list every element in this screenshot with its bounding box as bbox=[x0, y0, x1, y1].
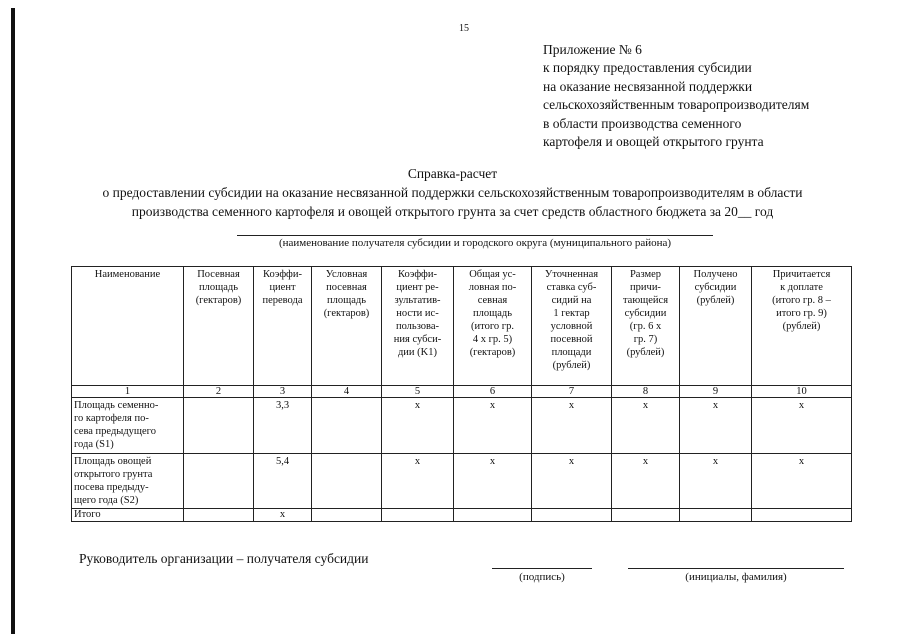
table-cell bbox=[382, 509, 454, 522]
signature-line bbox=[492, 568, 592, 569]
column-number: 6 bbox=[454, 386, 532, 398]
table-cell bbox=[184, 509, 254, 522]
appendix-line: картофеля и овощей открытого грунта bbox=[543, 134, 764, 150]
table-cell: x bbox=[382, 454, 454, 509]
header-cell: Уточненная ставка суб- сидий на 1 гектар условной посевной площади (рублей) bbox=[532, 267, 612, 386]
table-cell bbox=[312, 454, 382, 509]
page-edge-bar bbox=[11, 8, 15, 634]
table-cell bbox=[752, 509, 852, 522]
document-subtitle-line-1: о предоставлении субсидии на оказание несвязанной поддержки сельскохозяйственным товаропроизводителям в области bbox=[102, 185, 803, 200]
head-of-organization-label: Руководитель организации – получателя субсидии bbox=[79, 551, 369, 566]
header-cell: Причитается к доплате (итого гр. 8 – итого гр. 9) (рублей) bbox=[752, 267, 852, 386]
table-cell bbox=[454, 509, 532, 522]
column-number: 8 bbox=[612, 386, 680, 398]
header-cell: Коэффи- циент ре- зультатив- ности ис- пользова- ния субси- дии (K1) bbox=[382, 267, 454, 386]
table-row bbox=[72, 454, 852, 509]
table-cell bbox=[184, 398, 254, 454]
table-cell: x bbox=[612, 398, 680, 454]
signature-caption: (подпись) bbox=[519, 571, 565, 583]
appendix-block bbox=[543, 41, 809, 151]
table-cell: x bbox=[680, 398, 752, 454]
table-header-row bbox=[72, 267, 852, 386]
header-cell: Посевная площадь (гектаров) bbox=[184, 267, 254, 386]
page-number: 15 bbox=[459, 23, 469, 34]
name-caption: (инициалы, фамилия) bbox=[685, 571, 787, 583]
table-cell: 5,4 bbox=[254, 454, 312, 509]
appendix-line: на оказание несвязанной поддержки bbox=[543, 78, 753, 94]
table-cell: x bbox=[532, 454, 612, 509]
column-number: 5 bbox=[382, 386, 454, 398]
column-number: 4 bbox=[312, 386, 382, 398]
document-title: Справка-расчет bbox=[407, 166, 498, 181]
table-cell: x bbox=[752, 454, 852, 509]
column-number: 3 bbox=[254, 386, 312, 398]
column-number: 7 bbox=[532, 386, 612, 398]
column-number: 2 bbox=[184, 386, 254, 398]
recipient-caption: (наименование получателя субсидии и городского округа (муниципального района) bbox=[278, 237, 672, 249]
row-name-seed-potato: Площадь семенно- го картофеля по- сева предыдущего года (S1) bbox=[72, 398, 184, 454]
column-number: 9 bbox=[680, 386, 752, 398]
table-cell: 3,3 bbox=[254, 398, 312, 454]
recipient-name-line bbox=[237, 235, 713, 236]
column-number: 1 bbox=[72, 386, 184, 398]
table-row bbox=[72, 398, 852, 454]
table-cell: x bbox=[254, 509, 312, 522]
header-cell: Условная посевная площадь (гектаров) bbox=[312, 267, 382, 386]
column-number-row bbox=[72, 386, 852, 398]
table-cell: x bbox=[454, 398, 532, 454]
table-cell bbox=[612, 509, 680, 522]
table-row-total bbox=[72, 509, 852, 522]
name-line bbox=[628, 568, 844, 569]
header-cell: Получено субсидии (рублей) bbox=[680, 267, 752, 386]
appendix-line: сельскохозяйственным товаропроизводителям bbox=[543, 97, 810, 113]
table-cell bbox=[312, 398, 382, 454]
table-cell: x bbox=[454, 454, 532, 509]
table-cell: x bbox=[532, 398, 612, 454]
table-cell bbox=[312, 509, 382, 522]
table-cell: x bbox=[680, 454, 752, 509]
appendix-line: к порядку предоставления субсидии bbox=[543, 60, 752, 76]
document-subtitle-line-2: производства семенного картофеля и овощей открытого грунта за счет средств областного бюджета за 20__ год bbox=[131, 204, 774, 219]
table-cell bbox=[680, 509, 752, 522]
calculation-table bbox=[71, 266, 852, 522]
table-cell: x bbox=[752, 398, 852, 454]
appendix-line: Приложение № 6 bbox=[543, 42, 642, 57]
header-cell: Наименование bbox=[72, 267, 184, 386]
column-number: 10 bbox=[752, 386, 852, 398]
header-cell: Размер причи- тающейся субсидии (гр. 6 х гр. 7) (рублей) bbox=[612, 267, 680, 386]
table-cell: x bbox=[382, 398, 454, 454]
table-cell bbox=[532, 509, 612, 522]
row-name-open-ground-vegetables: Площадь овощей открытого грунта посева предыду- щего года (S2) bbox=[72, 454, 184, 509]
row-name-total: Итого bbox=[72, 509, 184, 522]
appendix-line: в области производства семенного bbox=[543, 115, 742, 131]
header-cell: Коэффи- циент перевода bbox=[254, 267, 312, 386]
header-cell: Общая ус- ловная по- севная площадь (итого гр. 4 х гр. 5) (гектаров) bbox=[454, 267, 532, 386]
table-cell: x bbox=[612, 454, 680, 509]
table-cell bbox=[184, 454, 254, 509]
